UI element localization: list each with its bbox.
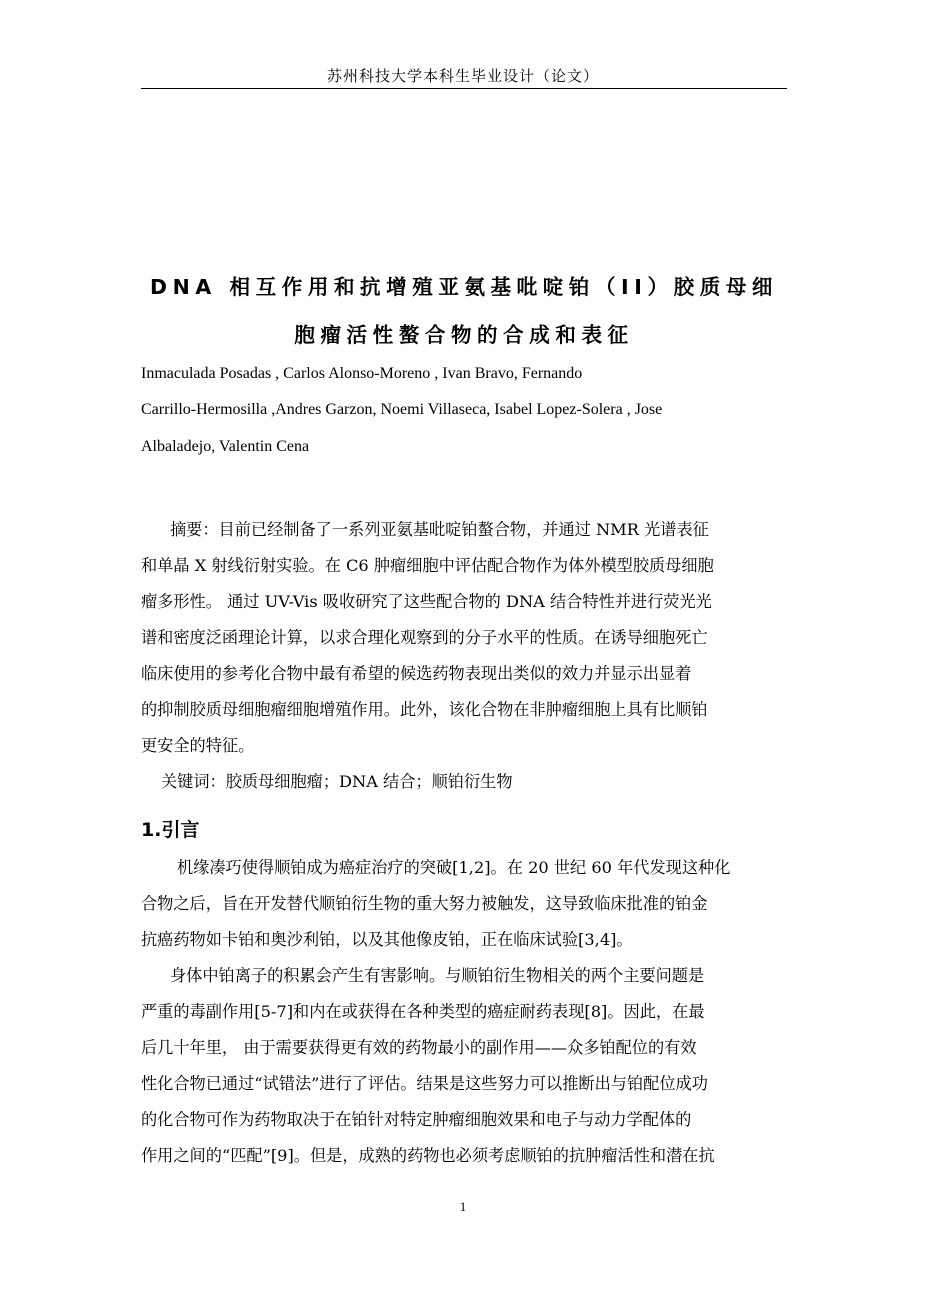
page-number: 1 <box>459 1199 467 1214</box>
author-line: Inmaculada Posadas , Carlos Alonso-Moreno , Ivan Bravo, Fernando <box>141 365 583 382</box>
body-line: 合物之后，旨在开发替代顺铂衍生物的重大努力被触发，这导致临床批准的铂金 <box>141 894 708 913</box>
running-header: 苏州科技大学本科生毕业设计（论文） <box>326 67 599 85</box>
abstract-line: 和单晶 X 射线衍射实验。在 C6 肿瘤细胞中评估配合物作为体外模型胶质母细胞 <box>141 556 714 575</box>
body-line: 作用之间的“匹配”[9]。但是，成熟的药物也必须考虑顺铂的抗肿瘤活性和潜在抗 <box>141 1146 715 1165</box>
header-divider <box>141 88 787 89</box>
body-line: 的化合物可作为药物取决于在铂针对特定肿瘤细胞效果和电子与动力学配体的 <box>141 1110 692 1129</box>
paper-title-line-2: 胞瘤活性螯合物的合成和表征 <box>294 323 634 347</box>
body-line: 机缘凑巧使得顺铂成为癌症治疗的突破[1,2]。在 20 世纪 60 年代发现这种化 <box>177 858 731 877</box>
keywords-line: 关键词：胶质母细胞瘤；DNA 结合；顺铂衍生物 <box>161 772 513 791</box>
abstract-line: 临床使用的参考化合物中最有希望的候选药物表现出类似的效力并显示出显着 <box>141 664 692 683</box>
abstract-line: 更安全的特征。 <box>141 736 255 755</box>
body-line: 抗癌药物如卡铂和奥沙利铂，以及其他像皮铂，正在临床试验[3,4]。 <box>141 930 633 949</box>
section-heading: 1.引言 <box>141 819 200 841</box>
abstract-line: 瘤多形性。 通过 UV-Vis 吸收研究了这些配合物的 DNA 结合特性并进行荧光光 <box>141 592 712 611</box>
author-line: Albaladejo, Valentin Cena <box>141 438 310 455</box>
author-line: Carrillo-Hermosilla ,Andres Garzon, Noemi Villaseca, Isabel Lopez-Solera , Jose <box>141 401 663 418</box>
body-line: 身体中铂离子的积累会产生有害影响。与顺铂衍生物相关的两个主要问题是 <box>170 966 705 985</box>
body-line: 后几十年里， 由于需要获得更有效的药物最小的副作用——众多铂配位的有效 <box>141 1038 697 1057</box>
body-line: 严重的毒副作用[5-7]和内在或获得在各种类型的癌症耐药表现[8]。因此，在最 <box>141 1002 705 1021</box>
paper-title-line-1: DNA 相互作用和抗增殖亚氨基吡啶铂（II）胶质母细 <box>149 275 779 299</box>
body-line: 性化合物已通过“试错法”进行了评估。结果是这些努力可以推断出与铂配位成功 <box>141 1074 708 1093</box>
abstract-line: 谱和密度泛函理论计算，以求合理化观察到的分子水平的性质。在诱导细胞死亡 <box>141 628 708 647</box>
abstract-line: 摘要：目前已经制备了一系列亚氨基吡啶铂螯合物，并通过 NMR 光谱表征 <box>170 520 709 539</box>
abstract-line: 的抑制胶质母细胞瘤细胞增殖作用。此外，该化合物在非肿瘤细胞上具有比顺铂 <box>141 700 708 719</box>
